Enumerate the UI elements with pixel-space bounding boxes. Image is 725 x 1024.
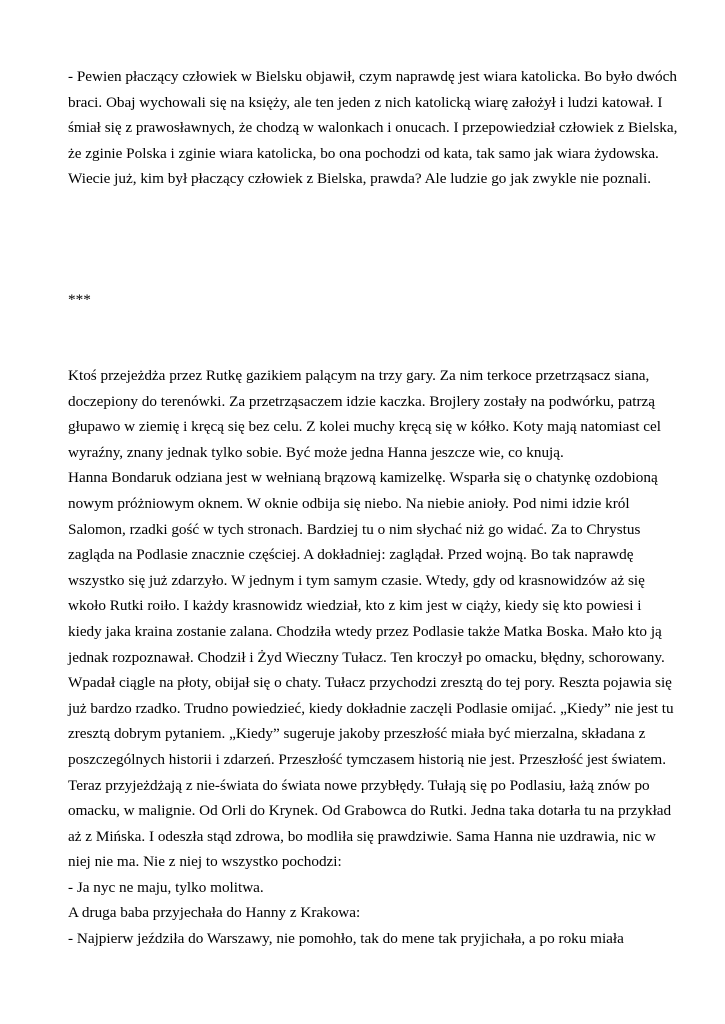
text-line: śmiał się z prawosławnych, że chodzą w walonkach i onucach. I przepowiedział człowiek z Bielska, bbox=[68, 119, 678, 137]
text-line: jednak rozpoznawał. Chodził i Żyd Wieczny Tułacz. Ten kroczył po omacku, błędny, schorowany. bbox=[68, 648, 665, 666]
text-line: - Pewien płaczący człowiek w Bielsku objawił, czym naprawdę jest wiara katolicka. Bo było dwóch bbox=[68, 68, 677, 85]
text-line: głupawo w ziemię i kręcą się bez celu. Z kolei muchy kręcą się w kółko. Koty mają natomiast cel bbox=[68, 418, 661, 436]
separator-text: *** bbox=[68, 291, 91, 308]
text-line: A druga baba przyjechała do Hanny z Krakowa: bbox=[68, 904, 361, 922]
text-line: Hanna Bondaruk odziana jest w wełnianą brązową kamizelkę. Wsparła się o chatynkę ozdobioną bbox=[68, 469, 658, 487]
paragraph-rutka bbox=[68, 363, 674, 952]
text-line: zagląda na Podlasie znacznie częściej. A dokładniej: zaglądał. Przed wojną. Bo tak naprawdę bbox=[68, 546, 634, 564]
text-line: wszystko się już zdarzyło. W jednym i tym samym czasie. Wtedy, gdy od krasnowidzów aż się bbox=[68, 571, 645, 589]
text-line: wyraźny, znany jednak tylko sobie. Być może jedna Hanna jeszcze wie, co knują. bbox=[68, 443, 564, 461]
text-line: Salomon, rzadki gość w tych stronach. Bardziej tu o nim słychać niż go widać. Za to Chrystus bbox=[68, 520, 641, 538]
text-line: Wiecie już, kim był płaczący człowiek z Bielska, prawda? Ale ludzie go jak zwykle nie poznali. bbox=[68, 170, 652, 188]
section-separator bbox=[68, 287, 668, 313]
text-line: wkoło Rutki roiło. I każdy krasnowidz wiedział, kto z kim jest w ciąży, kiedy się kto powiesi i bbox=[68, 597, 642, 615]
text-line: kiedy jaka kraina zostanie zalana. Chodziła wtedy przez Podlasie także Matka Boska. Mało kto ją bbox=[68, 622, 662, 640]
text-line: omacku, w malignie. Od Orli do Krynek. Od Grabowca do Rutki. Jedna taka dotarła tu na przykład bbox=[68, 802, 672, 820]
text-line: - Najpierw jeździła do Warszawy, nie pomohło, tak do mene tak pryjichała, a po roku miała bbox=[68, 930, 624, 948]
text-line: że zginie Polska i zginie wiara katolicka, bo ona pochodzi od kata, tak samo jak wiara żydowska. bbox=[68, 144, 659, 162]
text-line: poszczególnych historii i zdarzeń. Przeszłość tymczasem historią nie jest. Przeszłość jest światem. bbox=[68, 750, 667, 768]
text-line: niej nie ma. Nie z niej to wszystko pochodzi: bbox=[68, 853, 342, 871]
paragraph-bielsko bbox=[68, 64, 678, 192]
text-line: - Ja nyc ne maju, tylko molitwa. bbox=[68, 878, 264, 896]
text-line: doczepiony do terenówki. Za przetrząsaczem idzie kaczka. Brojlery zostały na podwórku, patrzą bbox=[68, 392, 655, 410]
text-line: już bardzo rzadko. Trudno powiedzieć, kiedy dokładnie zaczęli Podlasie omijać. „Kiedy” nie jest tu bbox=[68, 699, 674, 717]
text-line: zresztą dobrym pytaniem. „Kiedy” sugeruje jakoby przeszłość miała być mierzalna, składana z bbox=[68, 725, 646, 743]
text-line: braci. Obaj wychowali się na księży, ale ten jeden z nich katolicką wiarę założył i ludzi katował. I bbox=[68, 93, 663, 111]
text-line: nowym próżniowym oknem. W oknie odbija się niebo. Na niebie anioły. Pod nimi idzie król bbox=[68, 494, 630, 512]
text-line: aż z Mińska. I odeszła stąd zdrowa, bo modliła się prawdziwie. Sama Hanna nie uzdrawia, nic w bbox=[68, 827, 656, 845]
text-line: Wpadał ciągle na płoty, obijał się o chaty. Tułacz przychodzi zresztą do tej pory. Reszta pojawia się bbox=[68, 674, 672, 692]
text-line: Ktoś przejeżdża przez Rutkę gazikiem palącym na trzy gary. Za nim terkoce przetrząsacz siana, bbox=[68, 367, 650, 384]
text-line: Teraz przyjeżdżają z nie-świata do świata nowe przybłędy. Tułają się po Podlasiu, łażą znów po bbox=[68, 776, 650, 794]
